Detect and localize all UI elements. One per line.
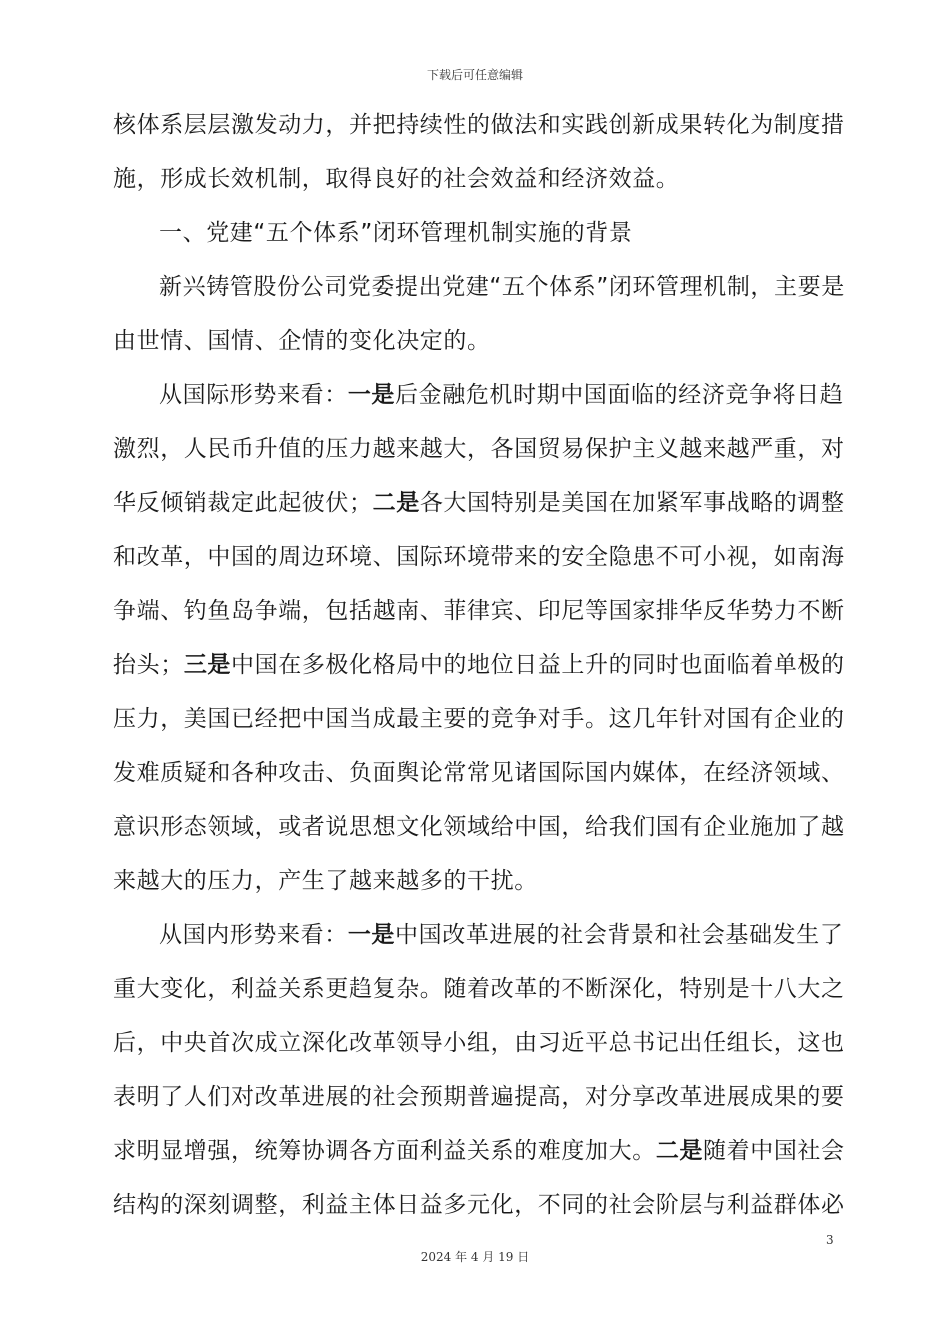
text-segment: 后，中央首次成立深化改革领导小组，由习近平总书记出任组长，这也 [113,1030,845,1056]
text-line [113,584,845,638]
text-line [113,152,837,206]
text-segment: 争端、钓鱼岛争端，包括越南、菲律宾、印尼等国家排华反华势力不断 [113,598,845,624]
bold-text-segment: 一是 [347,382,396,408]
bold-text-segment: 三是 [183,652,232,678]
text-segment: 华反倾销裁定此起彼伏； [113,490,373,516]
text-segment: 新兴铸管股份公司党委提出党建“五个体系”闭环管理机制，主要是 [159,274,845,300]
page-number: 3 [826,1233,834,1247]
text-segment: 中国在多极化格局中的地位日益上升的同时也面临着单极的 [231,652,845,678]
page-header: 下载后可任意编辑 [426,68,523,82]
text-line [113,746,845,800]
text-line [113,908,844,962]
text-segment: 结构的深刻调整，利益主体日益多元化，不同的社会阶层与利益群体必 [113,1192,845,1218]
text-line [113,800,845,854]
text-line [113,1178,845,1232]
text-line [113,1016,845,1070]
text-segment: 重大变化，利益关系更趋复杂。随着改革的不断深化，特别是十八大之 [113,976,845,1002]
text-segment: 压力，美国已经把中国当成最主要的竞争对手。这几年针对国有企业的 [113,706,845,732]
text-line [113,260,845,314]
text-segment: 从国内形势来看： [159,922,348,948]
text-line [113,98,845,152]
text-segment: 求明显增强，统筹协调各方面利益关系的难度加大。 [113,1138,656,1164]
text-line [113,476,845,530]
text-line [113,206,837,260]
text-line [113,422,845,476]
text-segment: 抬头； [113,652,184,678]
text-segment: 核体系层层激发动力，并把持续性的做法和实践创新成果转化为制度措 [113,112,845,138]
bold-text-segment: 二是 [655,1138,704,1164]
bold-text-segment: 二是 [372,490,420,516]
text-segment: 施，形成长效机制，取得良好的社会效益和经济效益。 [113,166,680,192]
text-segment: 中国改革进展的社会背景和社会基础发生了 [395,922,844,948]
text-segment: 激烈，人民币升值的压力越来越大，各国贸易保护主义越来越严重，对 [113,436,845,462]
text-segment: 各大国特别是美国在加紧军事战略的调整 [419,490,845,516]
text-line [113,1124,845,1178]
text-line [113,692,845,746]
text-segment: 和改革，中国的周边环境、国际环境带来的安全隐患不可小视，如南海 [113,544,845,570]
text-line [113,368,844,422]
text-segment: 意识形态领域，或者说思想文化领域给中国，给我们国有企业施加了越 [113,814,845,840]
text-segment: 随着中国社会 [703,1138,845,1164]
text-segment: 后金融危机时期中国面临的经济竞争将日趋 [395,382,844,408]
text-segment: 发难质疑和各种攻击、负面舆论常常见诸国际国内媒体，在经济领域、 [113,760,845,786]
text-line [113,530,845,584]
text-segment: 一、党建“五个体系”闭环管理机制实施的背景 [159,220,633,246]
text-segment: 表明了人们对改革进展的社会预期普遍提高，对分享改革进展成果的要 [113,1084,845,1110]
text-line [113,638,845,692]
text-segment: 来越大的压力，产生了越来越多的干扰。 [113,868,538,894]
text-segment: 从国际形势来看： [159,382,348,408]
text-line [113,854,837,908]
text-line [113,1070,845,1124]
text-line [113,314,837,368]
bold-text-segment: 一是 [347,922,396,948]
document-body [113,98,845,1232]
page-footer-date: 2024 年 4 月 19 日 [420,1250,530,1264]
text-line [113,962,845,1016]
text-segment: 由世情、国情、企情的变化决定的。 [113,328,491,354]
